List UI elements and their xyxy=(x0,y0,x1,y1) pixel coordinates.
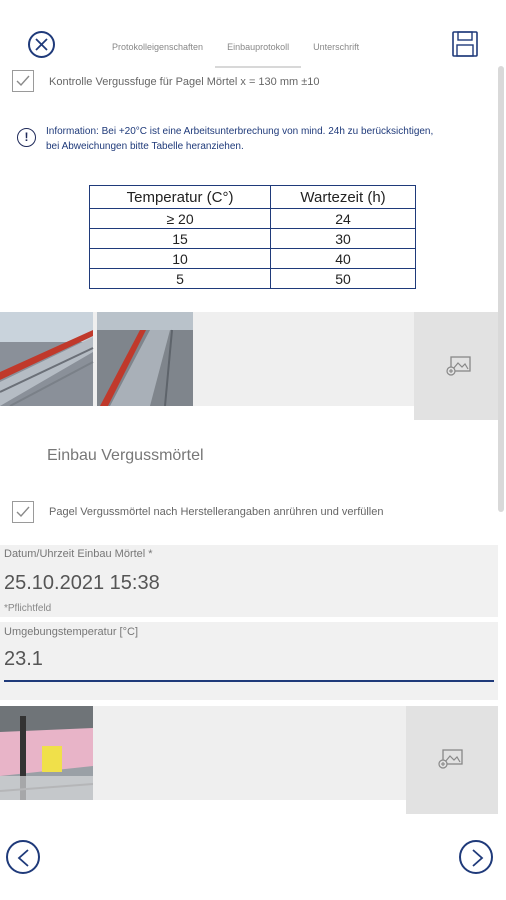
scrollbar[interactable] xyxy=(498,66,504,512)
check-anruehren-label: Pagel Vergussmörtel nach Herstellerangaben anrühren und verfüllen xyxy=(49,506,384,518)
table-cell: 40 xyxy=(271,249,416,269)
checkmark-icon xyxy=(16,505,30,519)
close-button[interactable] xyxy=(28,31,55,58)
photo-thumbnails[interactable] xyxy=(0,312,193,406)
table-row xyxy=(90,209,416,229)
table-cell: 24 xyxy=(271,209,416,229)
table-row xyxy=(90,229,416,249)
save-button[interactable] xyxy=(451,30,479,58)
section-title: Einbau Vergussmörtel xyxy=(47,447,204,464)
check-vergussfuge-label: Kontrolle Vergussfuge für Pagel Mörtel x = 130 mm ±10 xyxy=(49,76,320,88)
tab-unterschrift[interactable]: Unterschrift xyxy=(313,42,360,52)
previous-button[interactable] xyxy=(6,840,40,874)
waiting-time-table xyxy=(89,185,416,289)
top-bar xyxy=(0,0,506,66)
photo-strip xyxy=(0,706,406,800)
table-cell: 5 xyxy=(90,269,271,289)
check-vergussfuge-checkbox[interactable] xyxy=(12,70,34,92)
table-row xyxy=(90,249,416,269)
chevron-right-icon xyxy=(469,849,485,867)
table-cell: 30 xyxy=(271,229,416,249)
datetime-field[interactable] xyxy=(0,545,498,617)
chevron-left-icon xyxy=(16,849,32,867)
close-icon xyxy=(35,38,48,51)
input-underline xyxy=(4,680,494,682)
info-text: Information: Bei +20°C ist eine Arbeitsunterbrechung von mind. 24h zu berücksichtigen, bei Abweichungen bitte Tabelle heranziehen. xyxy=(46,126,434,152)
table-row xyxy=(90,269,416,289)
tab-einbauprotokoll[interactable]: Einbauprotokoll xyxy=(215,34,301,68)
temperature-field[interactable] xyxy=(0,622,498,700)
table-header-row xyxy=(90,186,416,209)
add-photo-button[interactable] xyxy=(414,312,498,420)
table-header: Wartezeit (h) xyxy=(271,186,416,209)
checkmark-icon xyxy=(16,74,30,88)
table-cell: 50 xyxy=(271,269,416,289)
tab-bar xyxy=(100,34,410,68)
required-hint: *Pflichtfeld xyxy=(4,603,52,614)
temperature-label: Umgebungstemperatur [°C] xyxy=(4,626,139,638)
add-image-icon xyxy=(446,355,472,377)
table-header: Temperatur (C°) xyxy=(90,186,271,209)
photo-thumbnail[interactable] xyxy=(0,706,93,800)
temperature-value[interactable]: 23.1 xyxy=(4,648,43,670)
check-anruehren-checkbox[interactable] xyxy=(12,501,34,523)
next-button[interactable] xyxy=(459,840,493,874)
table-cell: 15 xyxy=(90,229,271,249)
save-icon xyxy=(451,30,479,58)
datetime-value[interactable]: 25.10.2021 15:38 xyxy=(4,572,160,594)
add-image-icon xyxy=(438,748,464,770)
info-icon: ! xyxy=(17,128,36,147)
table-cell: 10 xyxy=(90,249,271,269)
add-photo-button[interactable] xyxy=(406,706,498,814)
datetime-label: Datum/Uhrzeit Einbau Mörtel * xyxy=(4,548,153,560)
tab-protokolleigenschaften[interactable]: Protokolleigenschaften xyxy=(112,42,204,52)
table-cell: ≥ 20 xyxy=(90,209,271,229)
